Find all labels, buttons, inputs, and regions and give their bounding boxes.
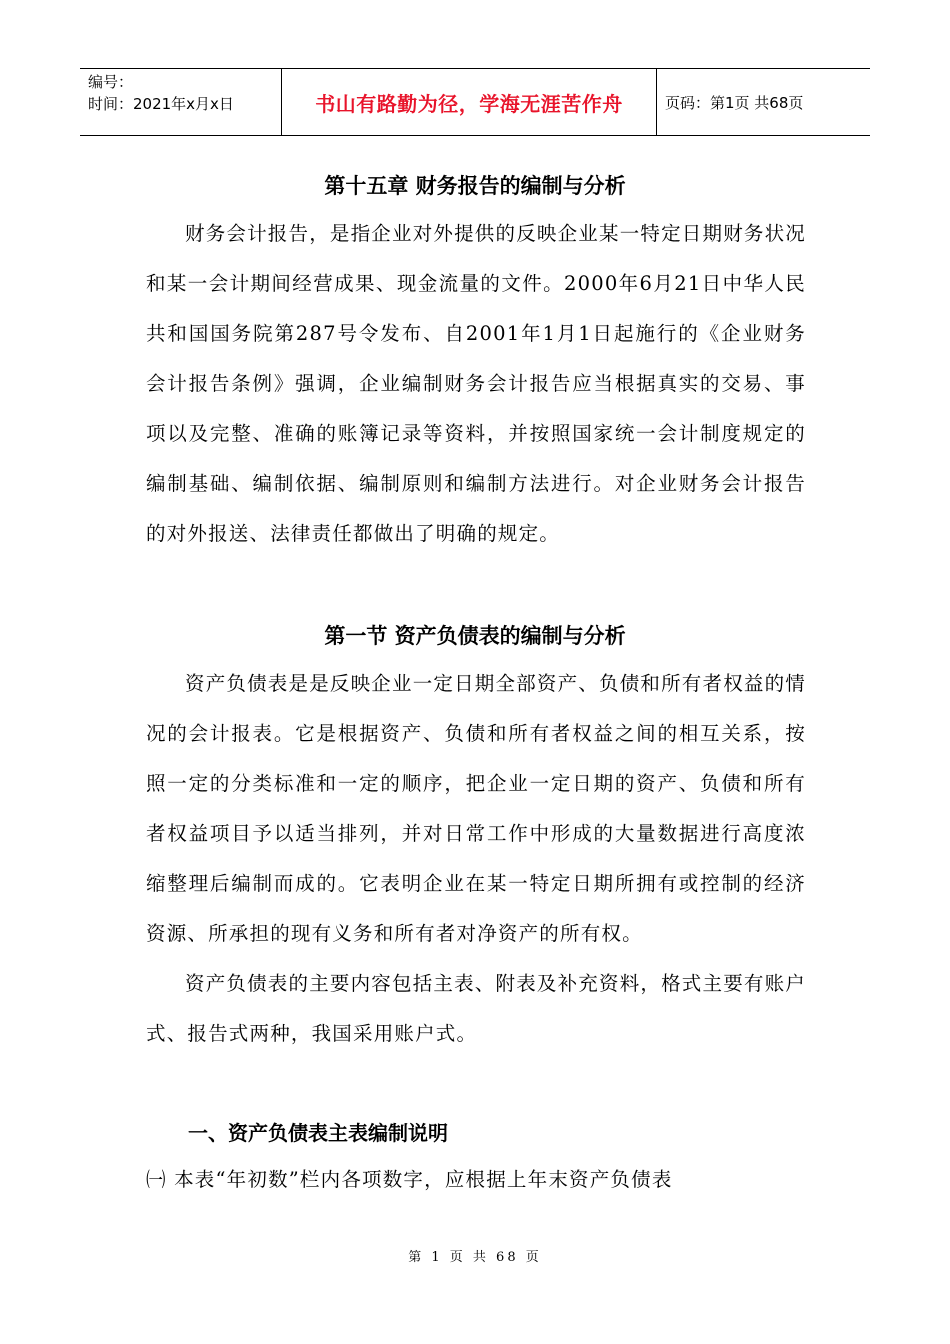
page-footer: 第 1 页 共 68 页 [408, 1250, 542, 1265]
section-paragraph-1: 资产负债表是是反映企业一定日期全部资产、负债和所有者权益的情况的会计报表。它是根据资产、负债和所有者权益之间的相互关系，按照一定的分类标准和一定的顺序，把企业一定日期的资产、负债和所有者权益项目予以适当排列，并对日常工作中形成的大量数据进行高度浓缩整理后编制而成的。它表明企业在某一特定日期所拥有或控制的经济资源、所承担的现有义务和所有者对净资产的所有权。 [146, 672, 807, 945]
header-motto: 书山有路勤为径，学海无涯苦作舟 [282, 69, 657, 135]
section-block [146, 659, 806, 1059]
document-number-label: 编号： [88, 73, 134, 91]
chapter-title: 第十五章 财务报告的编制与分析 [324, 174, 626, 198]
section-title: 第一节 资产负债表的编制与分析 [324, 624, 626, 648]
intro-paragraph: 财务会计报告，是指企业对外提供的反映企业某一特定日期财务状况和某一会计期间经营成果、现金流量的文件。2000年6月21日中华人民共和国国务院第287号令发布、自2001年1月1日起施行的《企业财务会计报告条例》强调，企业编制财务会计报告应当根据真实的交易、事项以及完整、准确的账簿记录等资料，并按照国家统一会计制度规定的编制基础、编制依据、编制原则和编制方法进行。对企业财务会计报告的对外报送、法律责任都做出了明确的规定。 [146, 222, 807, 545]
page-header [80, 68, 870, 136]
section-paragraph-2: 资产负债表的主要内容包括主表、附表及补充资料，格式主要有账户式、报告式两种，我国采用账户式。 [146, 972, 807, 1045]
subsection-title: 一、资产负债表主表编制说明 [188, 1121, 448, 1145]
header-left-cell [80, 69, 282, 135]
intro-block [146, 209, 806, 559]
item-paragraph: ㈠ 本表“年初数”栏内各项数字，应根据上年末资产负债表 [146, 1168, 673, 1191]
item-block [146, 1155, 806, 1205]
header-page-info: 页码：第1页 共68页 [665, 93, 804, 112]
document-time-label: 时间：2021年x月x日 [88, 95, 234, 113]
